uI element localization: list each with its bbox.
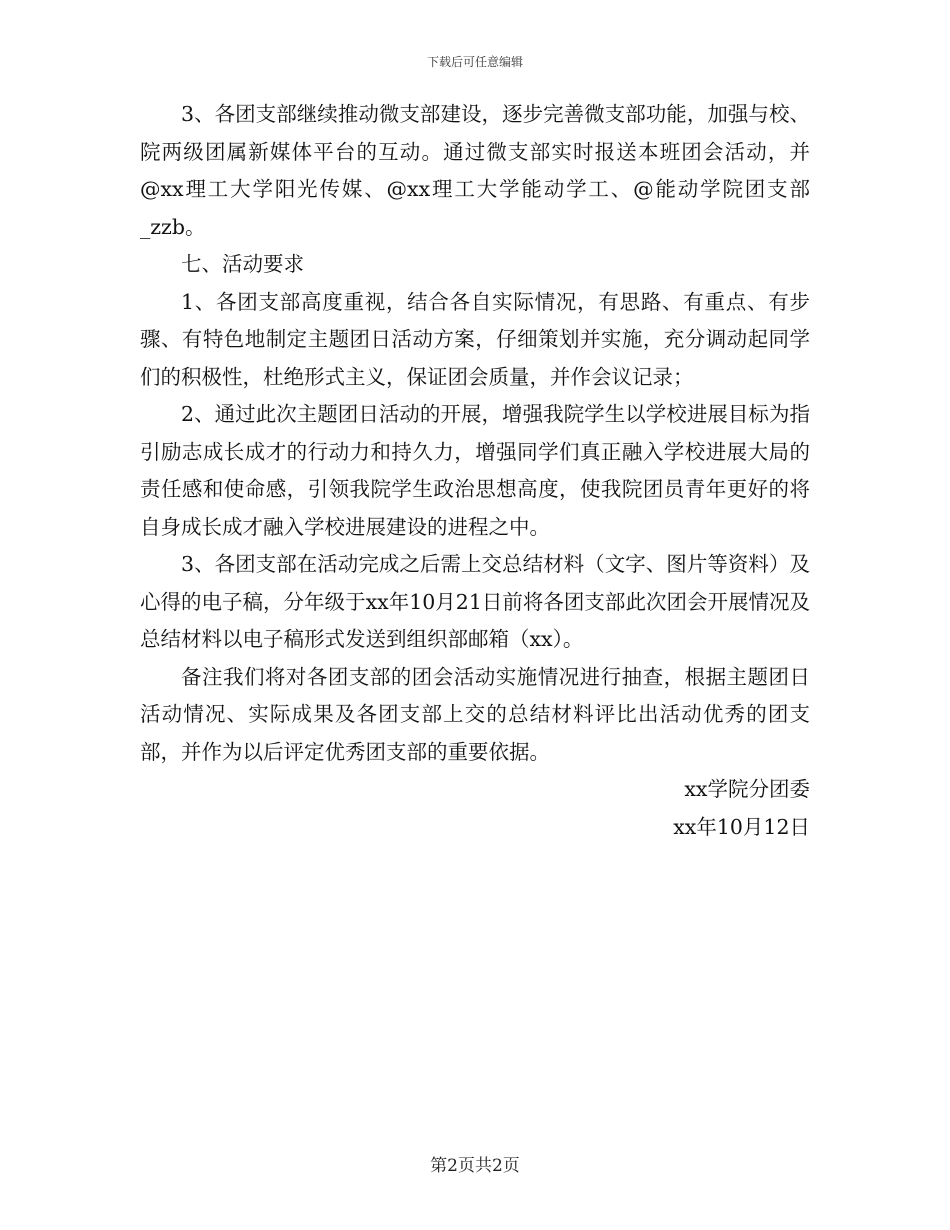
- document-body: [140, 96, 810, 846]
- paragraph-requirement-2: 2、通过此次主题团日活动的开展，增强我院学生以学校进展目标为指引励志成长成才的行动力和持久力，增强同学们真正融入学校进展大局的责任感和使命感，引领我院学生政治思想高度，使我院团员青年更好的将自身成长成才融入学校进展建设的进程之中。: [140, 402, 810, 539]
- paragraph-item-3-new-media: 3、各团支部继续推动微支部建设，逐步完善微支部功能，加强与校、院两级团属新媒体平台的互动。通过微支部实时报送本班团会活动，并@xx理工大学阳光传媒、@xx理工大学能动学工、@能动学院团支部_zzb。: [140, 102, 810, 239]
- section-heading-activity-requirements: 七、活动要求: [181, 252, 304, 276]
- paragraph-requirement-3: 3、各团支部在活动完成之后需上交总结材料（文字、图片等资料）及心得的电子稿，分年级于xx年10月21日前将各团支部此次团会开展情况及总结材料以电子稿形式发送到组织部邮箱（xx）。: [140, 552, 810, 651]
- signature-organization: xx学院分团委: [684, 777, 810, 801]
- paragraph-remarks: 备注我们将对各团支部的团会活动实施情况进行抽查，根据主题团日活动情况、实际成果及各团支部上交的总结材料评比出活动优秀的团支部，并作为以后评定优秀团支部的重要依据。: [140, 664, 810, 764]
- paragraph-requirement-1: 1、各团支部高度重视，结合各自实际情况，有思路、有重点、有步骤、有特色地制定主题团日活动方案，仔细策划并实施，充分调动起同学们的积极性，杜绝形式主义，保证团会质量，并作会议记录；: [140, 289, 810, 389]
- page-header-note: 下载后可任意编辑: [426, 55, 523, 69]
- signature-date: xx年10月12日: [673, 814, 810, 839]
- page-number-footer: 第2页共2页: [430, 1156, 520, 1176]
